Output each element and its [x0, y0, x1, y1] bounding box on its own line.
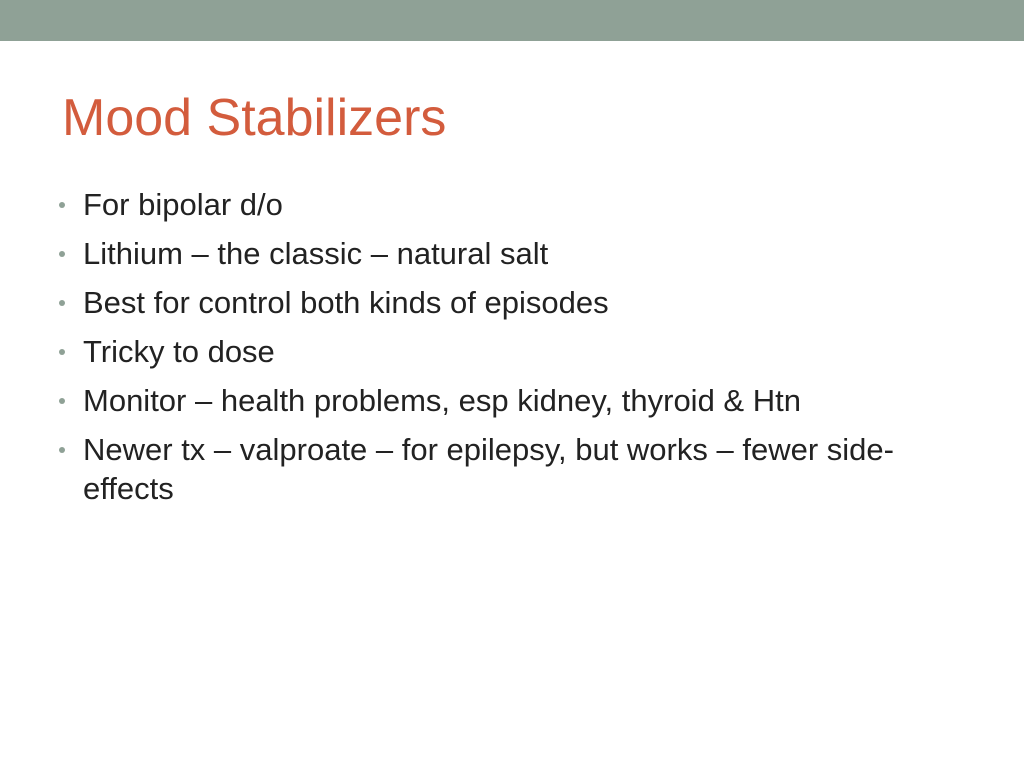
bullet-dot-icon [59, 202, 65, 208]
bullet-item [59, 381, 919, 420]
bullet-dot-icon [59, 349, 65, 355]
bullet-item [59, 430, 919, 508]
bullet-text: For bipolar d/o [83, 187, 283, 222]
bullet-item [59, 234, 919, 273]
bullet-list [59, 185, 919, 518]
bullet-item [59, 185, 919, 224]
bullet-dot-icon [59, 398, 65, 404]
bullet-text: Lithium – the classic – natural salt [83, 236, 549, 271]
slide-title: Mood Stabilizers [62, 89, 447, 147]
bullet-text: Monitor – health problems, esp kidney, thyroid & Htn [83, 383, 801, 418]
bullet-text: Best for control both kinds of episodes [83, 285, 609, 320]
bullet-item [59, 332, 919, 371]
bullet-item [59, 283, 919, 322]
bullet-text: Newer tx – valproate – for epilepsy, but works – fewer side-effects [83, 432, 894, 506]
bullet-dot-icon [59, 300, 65, 306]
bullet-text: Tricky to dose [83, 334, 275, 369]
top-accent-bar [0, 0, 1024, 41]
bullet-dot-icon [59, 447, 65, 453]
bullet-dot-icon [59, 251, 65, 257]
